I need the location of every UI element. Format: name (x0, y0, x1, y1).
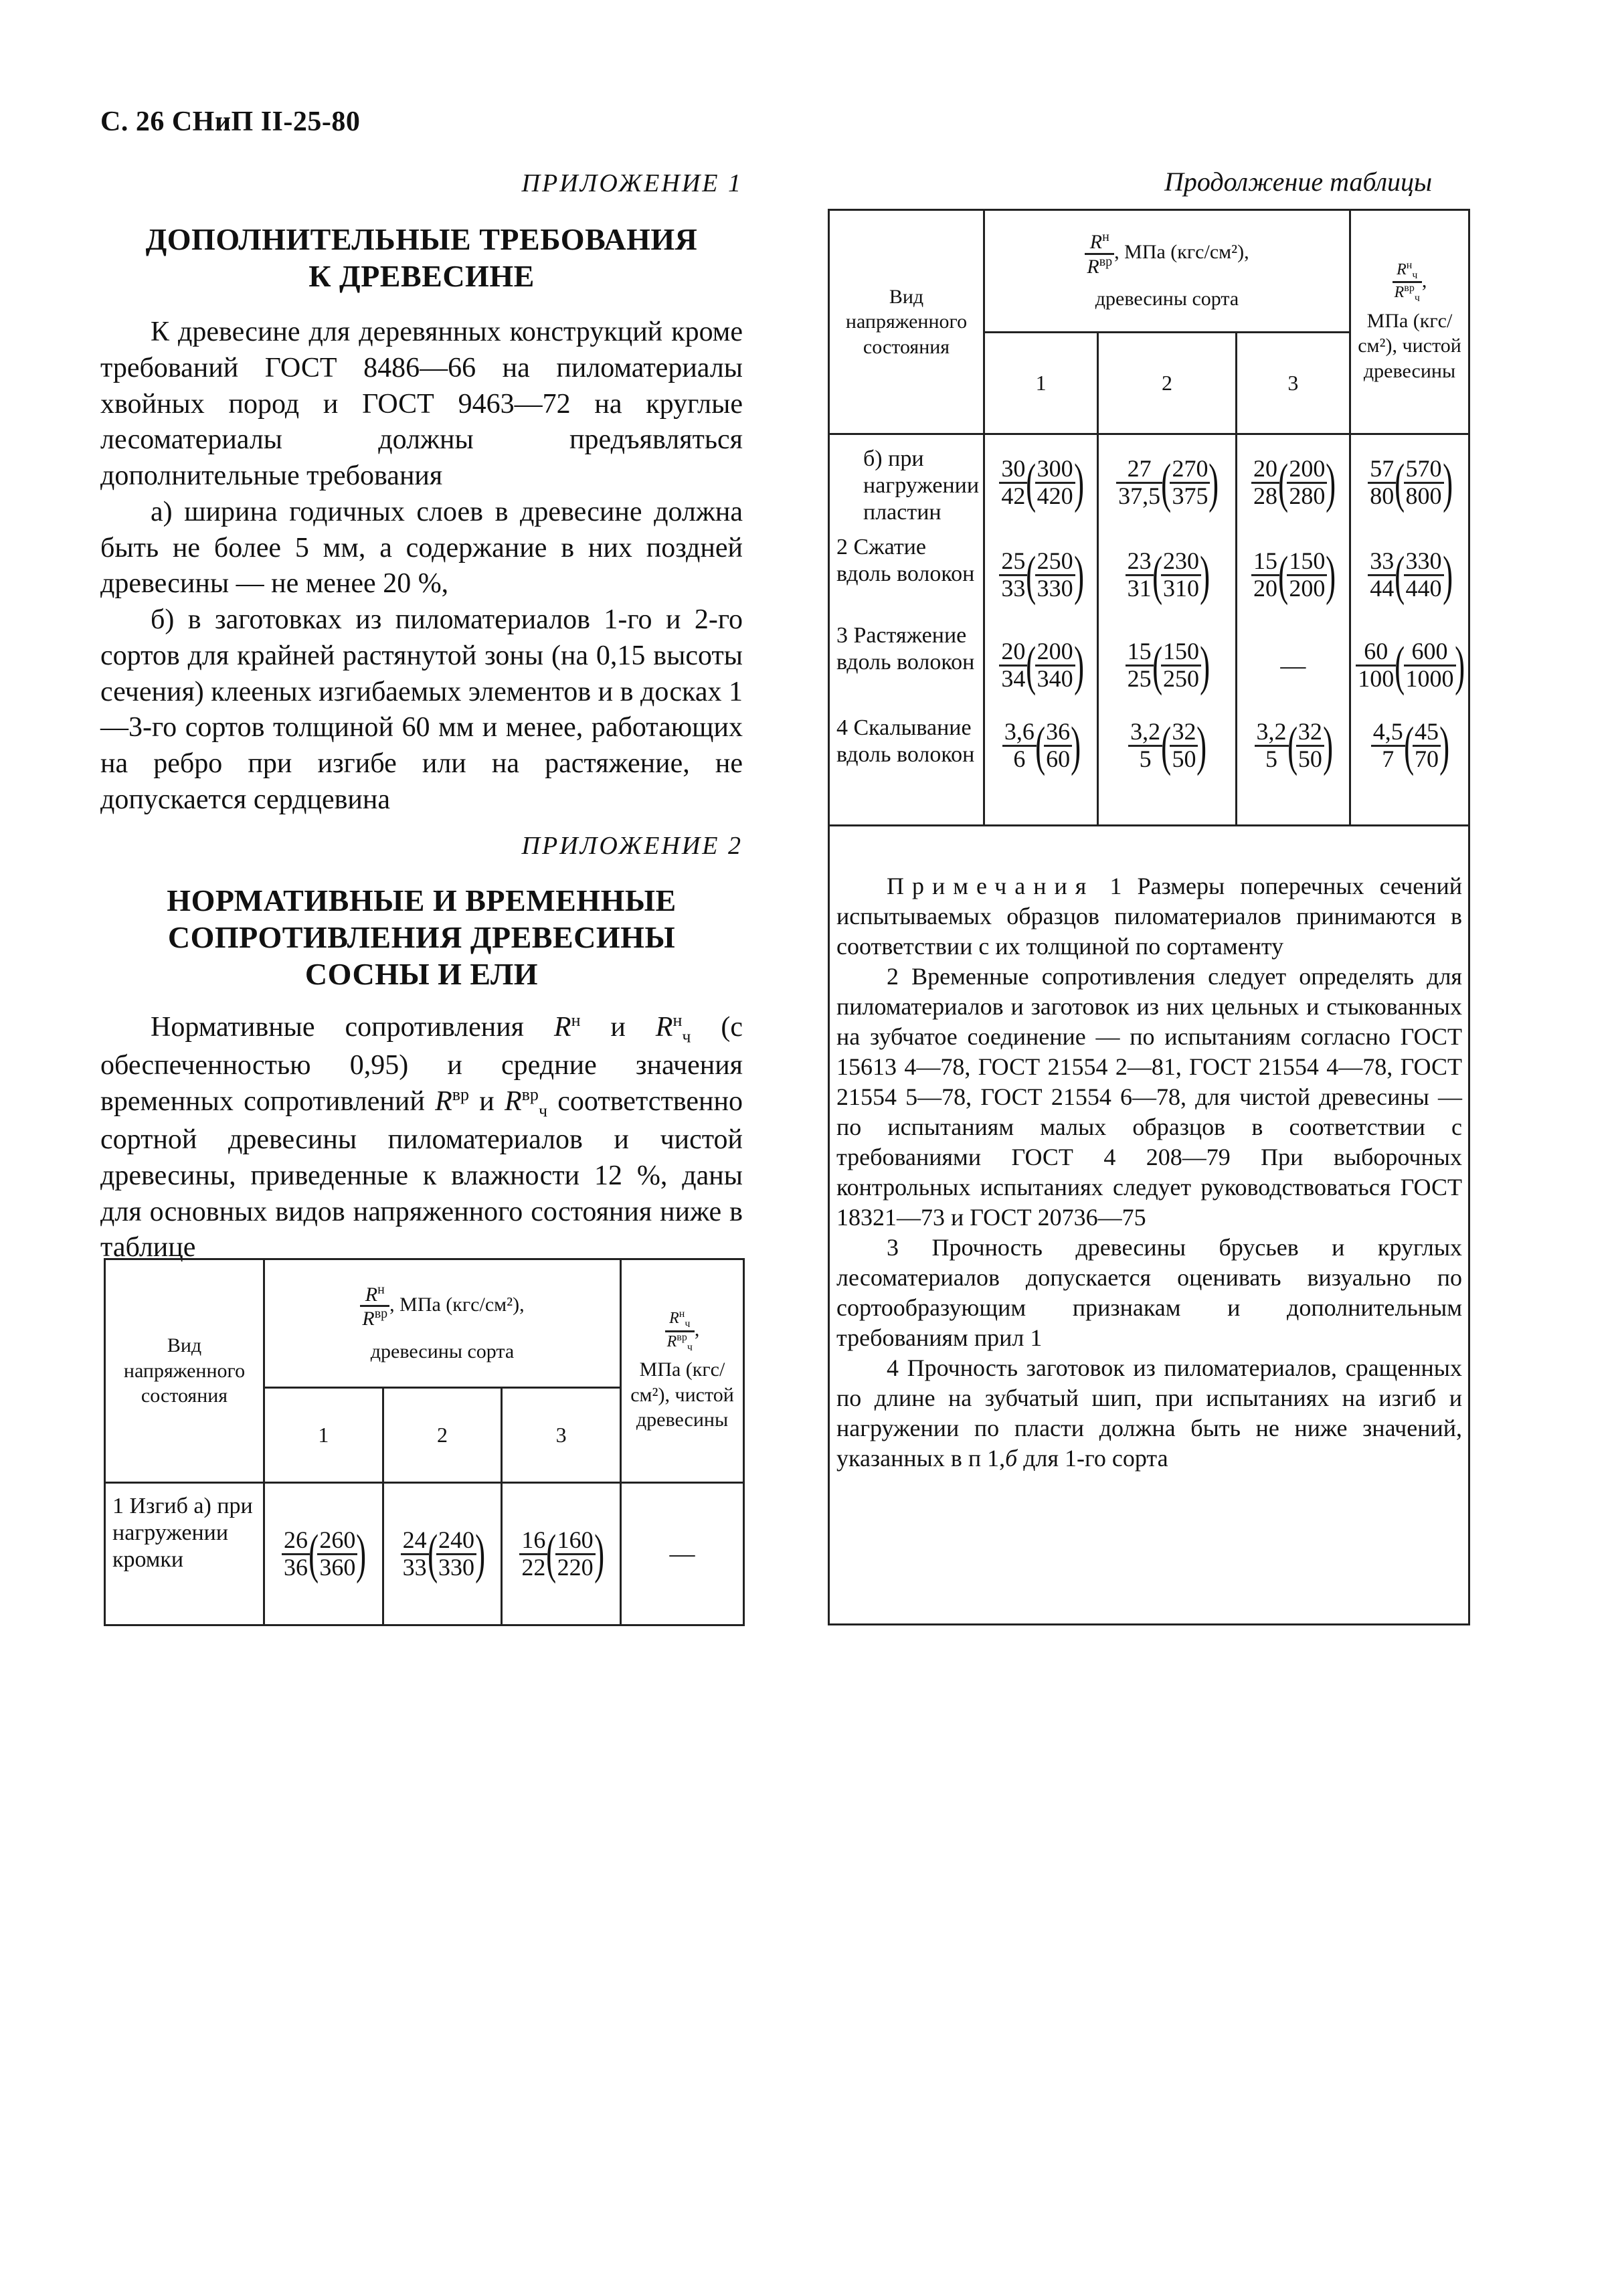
symbol-sup: вр (1404, 282, 1415, 294)
row-label: 2 Сжатие вдоль волокон (829, 531, 984, 620)
sort-1-header: 1 (264, 1388, 383, 1483)
value-kgf: 240 (436, 1528, 476, 1555)
sort-3-header: 3 (502, 1388, 621, 1483)
appendix-2-title-line: СОПРОТИВЛЕНИЯ ДРЕВЕСИНЫ (167, 920, 676, 955)
value-mpa: 23 (1126, 549, 1154, 576)
value-mpa: 7 (1382, 745, 1395, 772)
symbol-sup: н (672, 1010, 683, 1030)
value-kgf: 340 (1037, 665, 1073, 692)
row-label: 4 Скалывание вдоль волокон (829, 712, 984, 826)
value-mpa: 15 (1251, 549, 1279, 576)
value-mpa: 20 (1251, 456, 1279, 484)
cell-clean: $\frac{60}{100}$ ( $\frac{600}{1000}$ ) (1350, 620, 1469, 712)
symbol-sub: ч (685, 1318, 691, 1330)
appendix-2-title (100, 882, 743, 993)
clean-unit: МПа (кгс/см²), чистой древесины (630, 1358, 734, 1431)
note-4-item: б (1005, 1445, 1018, 1472)
value-mpa: 42 (1001, 482, 1026, 510)
value-mpa: 100 (1358, 665, 1395, 692)
cell-clean: $\frac{57}{80}$ ( $\frac{570}{800}$ ) (1350, 434, 1469, 531)
clean-comma: , (694, 1318, 700, 1341)
note-3: 3 Прочность древесины брусьев и круглых лесоматериалов допускается оценивать визуально по сортообразующим признакам и дополнительным требованиям прил 1 (836, 1234, 1462, 1351)
cell-sort1: $\frac{30}{42}$ ( $\frac{300}{420}$ ) (984, 434, 1098, 531)
cell-sort2: $\frac{27}{37,5}$ ( $\frac{270}{375}$ ) (1098, 434, 1236, 531)
symbol-r: R (1089, 231, 1103, 254)
symbol-r: R (666, 1332, 677, 1350)
value-mpa: 25 (999, 549, 1027, 576)
intro-text: и (469, 1086, 505, 1118)
value-mpa: 26 (282, 1528, 310, 1555)
cell-sort3: — (1236, 620, 1350, 712)
value-mpa: 3,2 (1128, 719, 1162, 747)
appendix-2-label: ПРИЛОЖЕНИЕ 2 (521, 832, 743, 860)
symbol-r: R (365, 1283, 378, 1306)
notes-heading: Примечания (887, 873, 1095, 899)
symbol-sup: вр (452, 1085, 470, 1105)
sort-subtitle: древесины сорта (1095, 288, 1239, 311)
value-mpa: 20 (999, 639, 1027, 667)
cell-sort3: $\frac{15}{20}$ ( $\frac{150}{200}$ ) (1236, 531, 1350, 620)
value-mpa: 33 (1001, 575, 1026, 602)
table-notes (836, 871, 1462, 1474)
value-mpa: 36 (284, 1553, 308, 1581)
appendix-2-title-line: НОРМАТИВНЫЕ И ВРЕМЕННЫЕ (167, 883, 677, 917)
appendix-1-label: ПРИЛОЖЕНИЕ 1 (521, 169, 743, 197)
value-kgf: 375 (1172, 482, 1208, 510)
value-kgf: 570 (1404, 456, 1444, 484)
symbol-sup: вр (677, 1331, 687, 1343)
symbol-r: R (1397, 260, 1407, 278)
note-4-text: 4 Прочность заготовок из пиломатериалов, сращенных по длине на зубчатый шип, при испытаниях на изгиб и нагружении по пласти должна быть не ниже значений, указанных в п 1, (836, 1354, 1462, 1472)
sort-2-header: 2 (383, 1388, 502, 1483)
value-mpa: 5 (1139, 745, 1152, 772)
appendix-1-item-b: б) в заготовках из пиломатериалов 1-го и 2-го сортов для крайней растянутой зоны (на 0,15 высоты сечения) клееных изгибаемых элементов и в досках 1—3-го сортов толщиной 60 мм и менее, работающих на ребро при изгибе или на растяжение, не допускается сердцевина (100, 604, 743, 815)
clean-header-fraction (665, 1309, 695, 1353)
value-mpa: 33 (1368, 549, 1396, 576)
value-mpa: 57 (1368, 456, 1396, 484)
appendix-2-intro (100, 1009, 743, 1266)
cell-clean: $\frac{33}{44}$ ( $\frac{330}{440}$ ) (1350, 531, 1469, 620)
appendix-1-item-a: а) ширина годичных слоев в древесине должна быть не более 5 мм, а содержание в них поздней древесины — не менее 20 %, (100, 496, 743, 600)
intro-text: соответственно сортной древесины пиломатериалов и чистой древесины, приведенные к влажности 12 %, даны для основных видов напряженного состояния ниже в таблице (100, 1086, 743, 1263)
value-kgf: 270 (1170, 456, 1210, 484)
value-kgf: 330 (438, 1553, 474, 1581)
row-label: 1 Изгиб а) при нагружении кромки (105, 1483, 264, 1625)
symbol-r: R (669, 1310, 679, 1328)
col-state-header: Вид напряженного состояния (105, 1259, 264, 1483)
intro-text: Нормативные сопротивления (151, 1012, 554, 1043)
table-row (829, 531, 1469, 620)
value-kgf: 330 (1404, 549, 1444, 576)
value-kgf: 1000 (1405, 665, 1454, 692)
cell-sort1: $\frac{26}{36}$ ( $\frac{260}{360}$ ) (264, 1483, 383, 1625)
value-kgf: 50 (1172, 745, 1196, 772)
value-mpa: 44 (1370, 575, 1395, 602)
value-mpa: 33 (402, 1553, 427, 1581)
value-mpa: 80 (1370, 482, 1395, 510)
value-mpa: 16 (519, 1528, 547, 1555)
appendix-1-title (100, 221, 743, 294)
value-kgf: 32 (1170, 719, 1198, 747)
row-label-text: б) при нагружении пластин (863, 446, 980, 525)
page-header: С. 26 СНиП II-25-80 (100, 106, 361, 137)
sort-unit: , МПа (кгс/см²), (1114, 241, 1249, 264)
value-kgf: 150 (1161, 639, 1201, 667)
clean-comma: , (1421, 269, 1427, 292)
value-mpa: 20 (1253, 575, 1278, 602)
intro-text: (с обеспеченностью 0,95) и средние значения временных сопротивлений (100, 1012, 743, 1118)
value-kgf: 800 (1405, 482, 1442, 510)
sort-2-header: 2 (1098, 333, 1236, 434)
value-kgf: 32 (1296, 719, 1324, 747)
note-1 (836, 871, 1462, 962)
symbol-sub: ч (1412, 269, 1418, 281)
value-mpa: 34 (1001, 665, 1026, 692)
cell-clean: $\frac{4,5}{7}$ ( $\frac{45}{70}$ ) (1350, 712, 1469, 826)
value-kgf: 440 (1405, 575, 1442, 602)
symbol-sub: ч (1414, 292, 1420, 304)
value-kgf: 600 (1404, 639, 1456, 667)
symbol-r: R (655, 1012, 673, 1043)
symbol-sup: н (679, 1308, 685, 1320)
note-2: 2 Временные сопротивления следует определять для пиломатериалов и заготовок из них цельных и стыкованных на зубчатое соединение — по испытаниям согласно ГОСТ 15613 4—78, ГОСТ 21554 2—81, ГОСТ 21554 4—78, ГОСТ 21554 5—78, ГОСТ 21554 6—78, для чистой древесины — по испытаниям малых образцов в соответствии с требованиями ГОСТ 4 208—79 При выборочных контрольных испытаниях следует руководствоваться ГОСТ 18321—73 и ГОСТ 20736—75 (836, 963, 1462, 1231)
col-clean-header (1350, 210, 1469, 434)
value-kgf: 200 (1289, 575, 1326, 602)
appendix-2-title-line: СОСНЫ И ЕЛИ (304, 957, 539, 992)
cell-sort2: $\frac{23}{31}$ ( $\frac{230}{310}$ ) (1098, 531, 1236, 620)
symbol-sub: ч (687, 1341, 693, 1353)
table-row (829, 434, 1469, 531)
value-mpa: 31 (1127, 575, 1152, 602)
value-kgf: 250 (1035, 549, 1075, 576)
value-kgf: 200 (1035, 639, 1075, 667)
appendix-1-intro: К древесине для деревянных конструкций кроме требований ГОСТ 8486—66 на пиломатериалы хвойных пород и ГОСТ 9463—72 на круглые лесоматериалы должны предъявляться дополнительные требования (100, 317, 743, 491)
value-mpa: 3,6 (1002, 719, 1037, 747)
value-mpa: 3,2 (1255, 719, 1289, 747)
symbol-r: R (553, 1012, 571, 1043)
symbol-sub: ч (538, 1101, 548, 1121)
value-mpa: 24 (401, 1528, 429, 1555)
cell-sort1: $\frac{25}{33}$ ( $\frac{250}{330}$ ) (984, 531, 1098, 620)
value-kgf: 160 (555, 1528, 596, 1555)
value-mpa: 28 (1253, 482, 1278, 510)
appendix-1-title-line: К ДРЕВЕСИНЕ (308, 259, 535, 294)
symbol-sup: вр (521, 1085, 539, 1105)
sort-unit: , МПа (кгс/см²), (389, 1293, 525, 1316)
sort-subtitle: древесины сорта (370, 1340, 515, 1362)
value-mpa: 22 (521, 1553, 546, 1581)
note-1-text: 1 Размеры поперечных сечений испытываемых образцов пиломатериалов принимаются в соответствии с их толщиной по сортаменту (836, 873, 1462, 960)
value-mpa: 37,5 (1118, 482, 1161, 510)
symbol-r: R (1087, 255, 1099, 278)
symbol-sup: вр (1099, 254, 1113, 269)
symbol-sub: ч (682, 1027, 691, 1047)
sort-3-header: 3 (1236, 333, 1350, 434)
continuation-label: Продолжение таблицы (1164, 167, 1433, 197)
strength-table-part2 (828, 209, 1470, 826)
clean-header-fraction (1393, 260, 1422, 304)
col-sort-header (984, 210, 1350, 333)
value-mpa: 25 (1127, 665, 1152, 692)
symbol-sup: н (1102, 230, 1109, 245)
value-kgf: 260 (317, 1528, 357, 1555)
intro-text: и (580, 1012, 656, 1043)
table-row (105, 1483, 744, 1625)
sort-header-fraction (360, 1283, 389, 1330)
value-kgf: 330 (1037, 575, 1073, 602)
value-mpa: 60 (1356, 639, 1396, 667)
value-kgf: 230 (1161, 549, 1201, 576)
symbol-r: R (505, 1086, 522, 1118)
symbol-sup: н (571, 1010, 581, 1030)
note-4-text: для 1-го сорта (1017, 1445, 1168, 1472)
appendix-2-intro-text (100, 1009, 743, 1266)
cell-sort1: $\frac{3,6}{6}$ ( $\frac{36}{60}$ ) (984, 712, 1098, 826)
col-state-header: Вид напряженного состояния (829, 210, 984, 434)
cell-sort2: $\frac{15}{25}$ ( $\frac{150}{250}$ ) (1098, 620, 1236, 712)
value-kgf: 50 (1297, 745, 1322, 772)
sort-header-fraction (1085, 230, 1114, 277)
col-sort-header (264, 1259, 621, 1388)
strength-table-part1 (104, 1258, 745, 1626)
symbol-r: R (1394, 284, 1405, 302)
cell-sort2: $\frac{3,2}{5}$ ( $\frac{32}{50}$ ) (1098, 712, 1236, 826)
cell-sort1: $\frac{20}{34}$ ( $\frac{200}{340}$ ) (984, 620, 1098, 712)
cell-sort3: $\frac{3,2}{5}$ ( $\frac{32}{50}$ ) (1236, 712, 1350, 826)
symbol-sup: н (377, 1282, 385, 1297)
value-mpa: 4,5 (1371, 719, 1405, 747)
value-kgf: 45 (1413, 719, 1441, 747)
value-mpa: 6 (1013, 745, 1026, 772)
value-kgf: 360 (319, 1553, 356, 1581)
cell-clean: — (621, 1483, 744, 1625)
clean-unit: МПа (кгс/см²), чистой древесины (1358, 309, 1461, 382)
table-row (829, 620, 1469, 712)
symbol-r: R (435, 1086, 452, 1118)
value-kgf: 36 (1044, 719, 1072, 747)
value-kgf: 280 (1289, 482, 1326, 510)
symbol-sup: вр (374, 1306, 388, 1322)
value-kgf: 300 (1035, 456, 1075, 484)
value-kgf: 200 (1287, 456, 1327, 484)
table-row (829, 712, 1469, 826)
value-kgf: 420 (1037, 482, 1073, 510)
value-kgf: 250 (1162, 665, 1199, 692)
cell-sort2: $\frac{24}{33}$ ( $\frac{240}{330}$ ) (383, 1483, 502, 1625)
appendix-1-title-line: ДОПОЛНИТЕЛЬНЫЕ ТРЕБОВАНИЯ (145, 222, 698, 256)
symbol-sup: н (1406, 259, 1413, 271)
row-label (829, 434, 984, 531)
cell-sort3: $\frac{20}{28}$ ( $\frac{200}{280}$ ) (1236, 434, 1350, 531)
appendix-1-body (100, 315, 743, 818)
value-mpa: 30 (999, 456, 1027, 484)
note-4 (836, 1353, 1462, 1474)
value-mpa: 5 (1265, 745, 1278, 772)
value-kgf: 150 (1287, 549, 1327, 576)
col-clean-header (621, 1259, 744, 1483)
value-kgf: 60 (1046, 745, 1071, 772)
sort-1-header: 1 (984, 333, 1098, 434)
value-kgf: 220 (557, 1553, 594, 1581)
cell-sort3: $\frac{16}{22}$ ( $\frac{160}{220}$ ) (502, 1483, 621, 1625)
row-label: 3 Растяжение вдоль волокон (829, 620, 984, 712)
value-mpa: 27 (1116, 456, 1162, 484)
value-kgf: 70 (1415, 745, 1439, 772)
value-mpa: 15 (1126, 639, 1154, 667)
value-kgf: 310 (1162, 575, 1199, 602)
symbol-r: R (362, 1308, 375, 1330)
